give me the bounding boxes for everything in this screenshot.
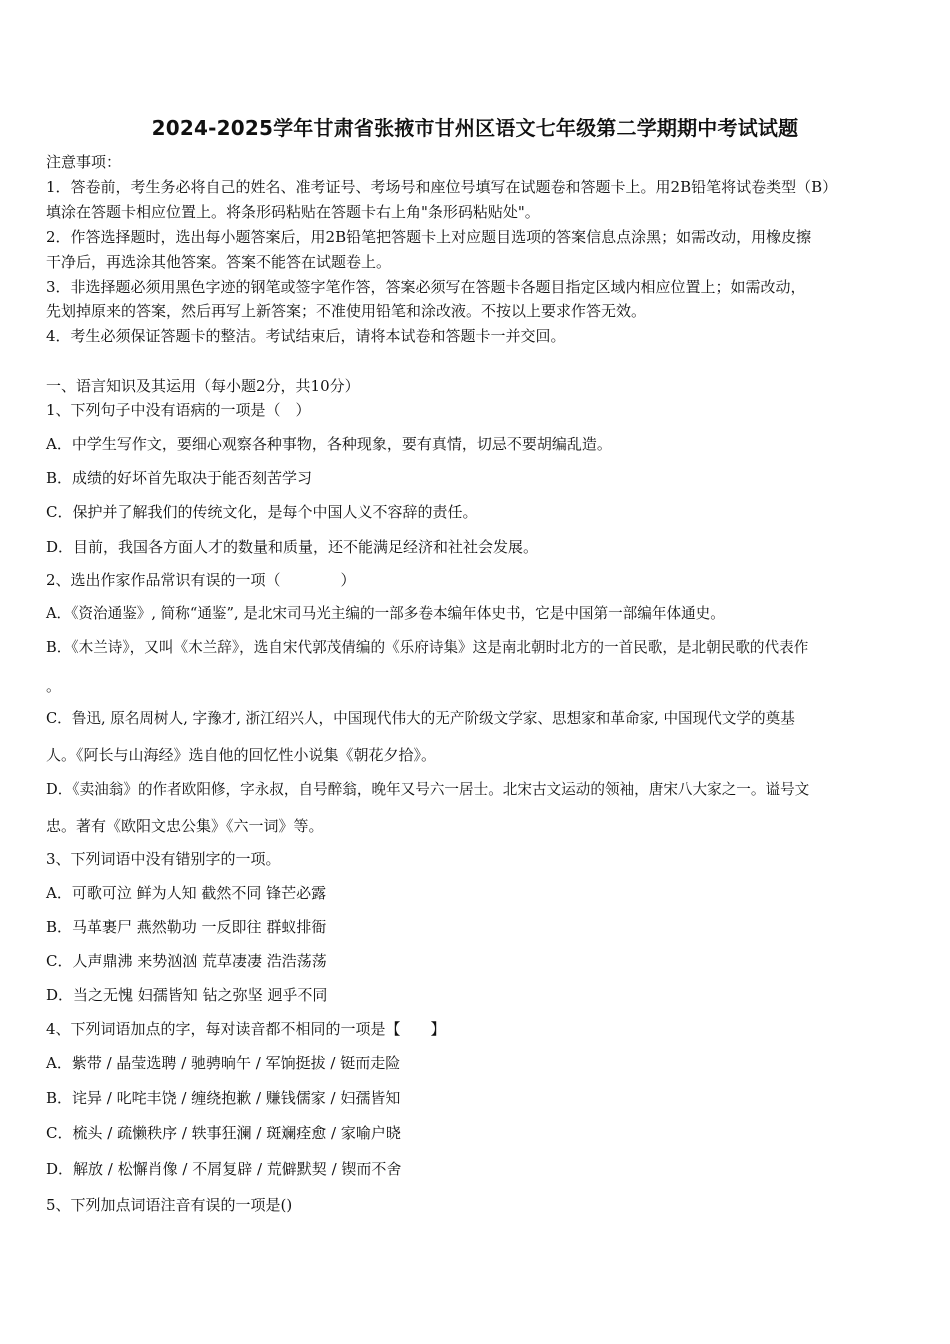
option-b-cont: 。 xyxy=(46,677,62,695)
page-title: 2024-2025学年甘肃省张掖市甘州区语文七年级第二学期期中考试试题 xyxy=(151,116,799,140)
notice-item: 1．答卷前，考生务必将自己的姓名、准考证号、考场号和座位号填写在试题卷和答题卡上。用2B铅笔将试卷类型（B） xyxy=(46,178,838,196)
question-stem: 1、下列句子中没有语病的一项是（ ） xyxy=(46,401,311,419)
notice-item: 2．作答选择题时，选出每小题答案后，用2B铅笔把答题卡上对应题目选项的答案信息点涂黑；如需改动，用橡皮擦 xyxy=(46,228,812,246)
option-d: D．解放 / 松懈肖像 / 不屑复辟 / 荒僻默契 / 锲而不舍 xyxy=(46,1160,402,1178)
question-stem: 3、下列词语中没有错别字的一项。 xyxy=(46,850,281,868)
option-d: D．《卖油翁》的作者欧阳修，字永叔，自号醉翁，晚年又号六一居士。北宋古文运动的领袖，唐宋八大家之一。谥号文 xyxy=(46,781,810,798)
notice-item: 干净后，再选涂其他答案。答案不能答在试题卷上。 xyxy=(46,253,392,271)
option-d: D．当之无愧 妇孺皆知 钻之弥坚 迥乎不同 xyxy=(46,986,328,1004)
question-stem: 2、选出作家作品常识有误的一项（ ） xyxy=(46,571,356,589)
notice-item: 先划掉原来的答案，然后再写上新答案；不准使用铅笔和涂改液。不按以上要求作答无效。 xyxy=(46,302,647,320)
notice-item: 填涂在答题卡相应位置上。将条形码粘贴在答题卡右上角"条形码粘贴处"。 xyxy=(46,203,540,221)
notice-item: 4．考生必须保证答题卡的整洁。考试结束后，请将本试卷和答题卡一并交回。 xyxy=(46,327,566,345)
option-c: C．梳头 / 疏懒秩序 / 轶事狂澜 / 斑斓痊愈 / 家喻户晓 xyxy=(46,1124,401,1142)
notice-heading: 注意事项： xyxy=(46,153,122,171)
option-b: B．马革裹尸 燕然勒功 一反即往 群蚁排衙 xyxy=(46,918,327,936)
option-a: A．《资治通鉴》, 简称“通鉴”, 是北宋司马光主编的一部多卷本编年体史书，它是中国第一部编年体通史。 xyxy=(46,605,725,622)
option-b: B．成绩的好坏首先取决于能否刻苦学习 xyxy=(46,469,313,487)
section-heading: 一、语言知识及其运用（每小题2分，共10分） xyxy=(46,377,360,395)
option-c: C．鲁迅, 原名周树人, 字豫才, 浙江绍兴人，中国现代伟大的无产阶级文学家、思想家和革命家, 中国现代文学的奠基 xyxy=(46,710,795,727)
option-a: A．可歌可泣 鲜为人知 截然不同 锋芒必露 xyxy=(46,884,327,902)
question-stem: 4、下列词语加点的字，每对读音都不相同的一项是【 】 xyxy=(46,1020,446,1038)
notice-item: 3．非选择题必须用黑色字迹的钢笔或签字笔作答，答案必须写在答题卡各题目指定区域内相应位置上；如需改动， xyxy=(46,278,806,296)
option-d: D．目前，我国各方面人才的数量和质量，还不能满足经济和社社会发展。 xyxy=(46,538,539,556)
question-stem: 5、下列加点词语注音有误的一项是() xyxy=(46,1196,293,1214)
option-c-cont: 人。《阿长与山海经》选自他的回忆性小说集《朝花夕拾》。 xyxy=(46,746,437,764)
option-a: A．紫带 / 晶莹选聘 / 驰骋晌午 / 军饷挺拔 / 铤而走险 xyxy=(46,1054,401,1072)
option-c: C．人声鼎沸 来势汹汹 荒草凄凄 浩浩荡荡 xyxy=(46,952,327,970)
option-b: B．诧异 / 叱咤丰饶 / 缠绕抱歉 / 赚钱儒家 / 妇孺皆知 xyxy=(46,1089,401,1107)
option-c: C．保护并了解我们的传统文化，是每个中国人义不容辞的责任。 xyxy=(46,503,478,521)
option-d-cont: 忠。著有《欧阳文忠公集》《六一词》等。 xyxy=(46,817,324,835)
option-a: A．中学生写作文，要细心观察各种事物，各种现象，要有真情，切忌不要胡编乱造。 xyxy=(46,435,612,453)
option-b: B．《木兰诗》，又叫《木兰辞》，选自宋代郭茂倩编的《乐府诗集》这是南北朝时北方的一首民歌，是北朝民歌的代表作 xyxy=(46,639,809,656)
